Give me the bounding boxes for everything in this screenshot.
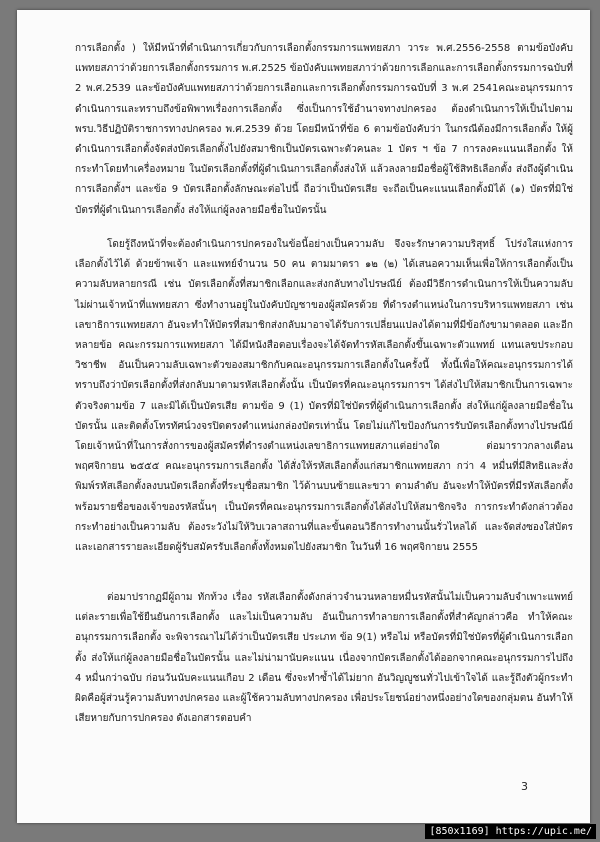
paragraph-2-text: โดยรู้ถึงหน้าที่จะต้องดำเนินการปกครองในข้อนี้อย่างเป็นความลับ จึงจะรักษาความบริสุทธิ์ โปร่งใสแห่งการเลือกตั้งไว้ได้ ด้วยข้าพเจ้า และแพทย์จำนวน 50 คน ตามมาตรา ๑๒ (๒) ได้เสนอความเห็นเพื่อให้การเลือกตั้งเป็นความลับหลายกรณี เช่น บัตรเลือกตั้งที่สมาชิกเลือกและส่งกลับทางไปรษณีย์ ต้องมีวิธีการดำเนินการให้เป็นความลับ ไม่ผ่านเจ้าหน้าที่แพทยสภา ซึ่งทำงานอยู่ในบังคับบัญชาของผู้สมัครด้วย ที่ดำรงตำแหน่งในการบริหารแพทยสภา เช่นเลขาธิการแพทยสภา อันจะทำให้บัตรที่สมาชิกส่งกลับมาอาจได้รับการเปลี่ยนแปลงได้ตามที่มีข้อกังขามาตลอด และอีกหลายข้อ คณะกรรมการแพทยสภา ได้มีหนังสือตอบเรื่องจะได้จัดทำรหัสเลือกตั้งขึ้นเฉพาะตัวแพทย์ แทนเลขประกอบวิชาชีพ อันเป็นความลับเฉพาะตัวของสมาชิกกับคณะอนุกรรมการเลือกตั้งในครั้งนี้ ทั้งนี้เพื่อให้คณะอนุกรรมการได้ทราบถึงว่าบัตรเลือกตั้งที่ส่งกลับมาตามรหัสเลือกตั้งนั้น เป็นบัตรที่คณะอนุกรรมการฯ ได้ส่งไปให้สมาชิกเป็นการเฉพาะตัวจริงตามข้อ 7 และมิได้เป็นบัตรเสีย ตามข้อ 9 (1) บัตรที่มิใช่บัตรที่ผู้ดำเนินการเลือกตั้ง ส่งให้แก่ผู้ลงลายมือชื่อในบัตรนั้น และติดตั้งโทรทัศน์วงจรปิดตรงตำแหน่งกล่องบัตรเท่านั้น โดยไม่แก้ไขป้องกันการรับบัตรเลือกตั้งทางไปรษณีย์โดยเจ้าหน้าที่ในการสั่งการของผู้สมัครที่ดำรงตำแหน่งเลขาธิการแพทยสภาแต่อย่างใด ต่อมาราวกลางเดือนพฤศจิกายน ๒๕๕๕ คณะอนุกรรมการเลือกตั้ง ได้สั่งให้รหัสเลือกตั้งแก่สมาชิกแพทยสภา กว่า 4 หมื่นที่มีสิทธิและสั่งพิมพ์รหัสเลือกตั้งลงบนบัตรเลือกตั้งที่ระบุชื่อสมาชิก ไว้ด้านบนซ้ายและขวา ตามลำดับ อันจะทำให้บัตรที่มีรหัสเลือกตั้งพร้อมรายชื่อของเจ้าของรหัสนั้นๆ เป็นบัตรที่คณะอนุกรรมการเลือกตั้งได้ส่งไปให้สมาชิกจริง การกระทำดังกล่าวต้องกระทำอย่างเป็นความลับ ต้องระวังไม่ให้วิบเวลาสถานที่และขั้นตอนวิธีการทำงานนั้นรั่วไหลได้ และจัดส่งซองใส่บัตรและเอกสารรายละเอียดผู้รับสมัครรับเลือกตั้งทั้งหมดไปยังสมาชิก ในวันที่ 16 พฤศจิกายน 2555 [75,239,573,554]
page-number: 3 [521,780,528,793]
document-page [17,10,590,823]
paragraph-1-text: การเลือกตั้ง ) ให้มีหน้าที่ดำเนินการเกี่ยวกับการเลือกตั้งกรรมการแพทยสภา วาระ พ.ศ.2556-2558 ตามข้อบังคับแพทยสภาว่าด้วยการเลือกตั้งกรรมการ พ.ศ.2525 ข้อบังคับแพทยสภาว่าด้วยการเลือกและการเลือกตั้งกรรมการฉบับที่ 2 พ.ศ.2539 และข้อบังคับแพทยสภาว่าด้วยการเลือกและการเลือกตั้งกรรมการฉบับที่ 3 พ.ศ 2541คณะอนุกรรมการดำเนินการและทราบถึงข้อพิพาทเรื่องการเลือกตั้ง ซึ่งเป็นการใช้อำนาจทางปกครอง ต้องดำเนินการให้เป็นไปตาม พรบ.วิธีปฏิบัติราชการทางปกครอง พ.ศ.2539 ด้วย โดยมีหน้าที่ข้อ 6 ตามข้อบังคับว่า ในกรณีต้องมีการเลือกตั้ง ให้ผู้ดำเนินการเลือกตั้งจัดส่งบัตรเลือกตั้งไปยังสมาชิกเป็นบัตรเฉพาะตัวคนละ 1 บัตร ฯ ข้อ 7 การลงคะแนนเลือกตั้ง ให้กระทำโดยทำเครื่องหมาย ในบัตรเลือกตั้งที่ผู้ดำเนินการเลือกตั้งส่งให้ แล้วลงลายมือชื่อผู้ใช้สิทธิเลือกตั้ง ส่งถึงผู้ดำเนินการเลือกตั้งฯ และข้อ 9 บัตรเลือกตั้งลักษณะต่อไปนี้ ถือว่าเป็นบัตรเสีย จะถือเป็นคะแนนเลือกตั้งมิได้ (๑) บัตรที่มิใช่บัตรที่ผู้ดำเนินการเลือกตั้ง ส่งให้แก่ผู้ลงลายมือชื่อในบัตรนั้น [75,43,573,216]
paragraph-3 [75,588,573,729]
paragraph-1 [75,39,573,221]
paragraph-2 [75,235,573,558]
image-host-watermark: [850x1169] https://upic.me/ [425,824,596,839]
paragraph-3-text: ต่อมาปรากฏมีผู้ถาม ทักท้วง เรื่อง รหัสเลือกตั้งดังกล่าวจำนวนหลายหมื่นรหัสนั้นไม่เป็นความลับจำเพาะแพทย์แต่ละรายเพื่อใช้ยืนยันการเลือกตั้ง และไม่เป็นความลับ อันเป็นการทำลายการเลือกตั้งที่สำคัญกล่าวคือ ทำให้คณะอนุกรรมการเลือกตั้ง จะพิจารณาไม่ได้ว่าเป็นบัตรเสีย ประเภท ข้อ 9(1) หรือไม่ หรือบัตรที่มิใช่บัตรที่ผู้ดำเนินการเลือกตั้ง ส่งให้แก่ผู้ลงลายมือชื่อในบัตรนั้น และไม่น่ามานับคะแนน เนื่องจากบัตรเลือกตั้งได้ออกจากคณะอนุกรรมการไปถึง 4 หมื่นกว่าฉบับ ก่อนวันนับคะแนนเกือบ 2 เดือน ซึ่งจะทำซ้ำได้ไม่ยาก อันวิญญูชนทั่วไปเข้าใจได้ และรู้ถึงตัวผู้กระทำผิดคือผู้ส่วนรู้ความลับทางปกครอง และผู้ใช้ความลับทางปกครอง เพื่อประโยชน์อย่างหนึ่งอย่างใดของกลุ่มตน อันทำให้เสียหายกับการปกครอง ดังเอกสารตอบคำ [75,592,573,725]
